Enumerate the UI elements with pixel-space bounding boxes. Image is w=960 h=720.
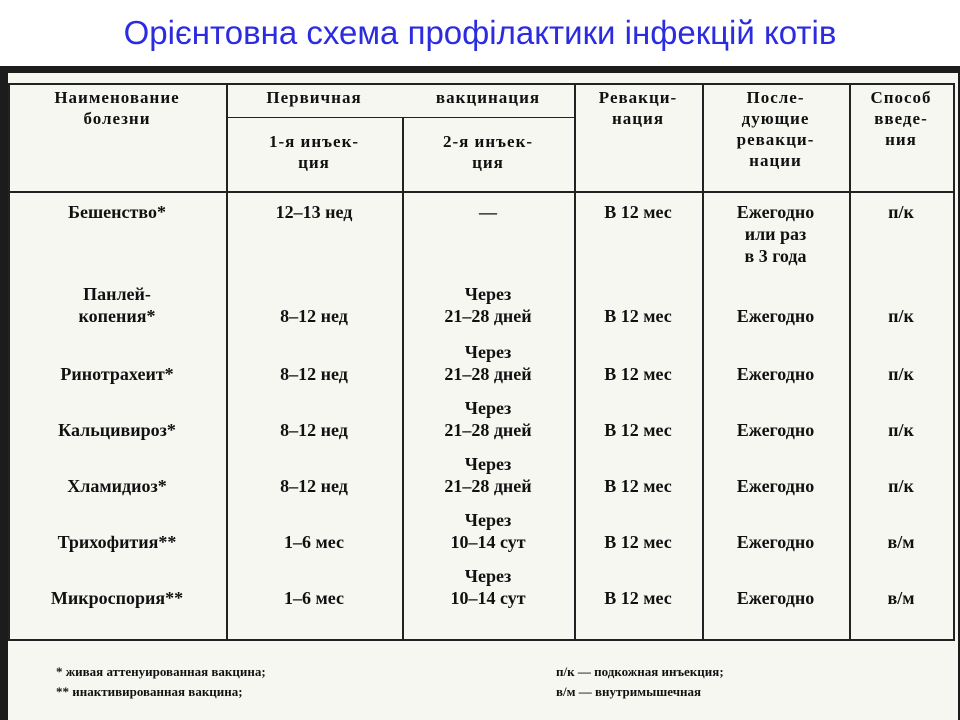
row-first-injection bbox=[226, 419, 402, 441]
row-first-injection-line: 8–12 нед bbox=[280, 306, 348, 326]
row-method-line: в/м bbox=[887, 532, 915, 552]
row-second-injection-line: Через bbox=[464, 566, 512, 586]
row-first-injection-line: 8–12 нед bbox=[280, 364, 348, 384]
row-second-injection bbox=[402, 453, 574, 497]
row-revaccination bbox=[574, 475, 702, 497]
footnote-subcutaneous: п/к — подкожная инъекция; bbox=[556, 664, 724, 679]
table-top-border bbox=[8, 83, 953, 85]
row-subsequent bbox=[702, 475, 849, 497]
row-disease bbox=[8, 363, 226, 385]
row-second-injection bbox=[402, 283, 574, 327]
header-disease-line: Наименование bbox=[54, 88, 180, 107]
row-second-injection-line: 21–28 дней bbox=[444, 420, 532, 440]
row-first-injection bbox=[226, 531, 402, 553]
row-second-injection-line: Через bbox=[464, 342, 512, 362]
row-second-injection-line: 21–28 дней bbox=[444, 476, 532, 496]
row-subsequent-line: Ежегодно bbox=[736, 202, 815, 222]
primary-vaccination-divider bbox=[226, 117, 574, 118]
row-revaccination bbox=[574, 305, 702, 327]
row-subsequent-line: или раз bbox=[744, 224, 807, 244]
row-method-line: п/к bbox=[888, 202, 914, 222]
row-method-line: в/м bbox=[887, 588, 915, 608]
row-second-injection bbox=[402, 509, 574, 553]
table-bottom-border bbox=[8, 639, 953, 641]
row-subsequent-line: Ежегодно bbox=[736, 476, 815, 496]
row-disease-line: Ринотрахеит* bbox=[60, 364, 174, 384]
row-subsequent-line: Ежегодно bbox=[736, 420, 815, 440]
row-second-injection-line: Через bbox=[464, 510, 512, 530]
header-second-injection-line: 2-я инъек- bbox=[442, 132, 534, 151]
header-subsequent-line: После- bbox=[746, 88, 805, 107]
row-second-injection-line: 21–28 дней bbox=[444, 364, 532, 384]
row-disease-line: Трихофития** bbox=[57, 532, 177, 552]
row-revaccination-line: В 12 мес bbox=[604, 532, 672, 552]
row-revaccination-line: В 12 мес bbox=[604, 306, 672, 326]
col-line-3 bbox=[574, 83, 576, 641]
header-primary-left-line: Первичная bbox=[266, 88, 362, 107]
row-method-line: п/к bbox=[888, 420, 914, 440]
header-revaccination bbox=[574, 87, 702, 129]
row-disease bbox=[8, 283, 226, 327]
row-disease bbox=[8, 419, 226, 441]
row-revaccination bbox=[574, 363, 702, 385]
row-second-injection bbox=[402, 565, 574, 609]
row-first-injection bbox=[226, 305, 402, 327]
header-method-line: введе- bbox=[874, 109, 928, 128]
row-first-injection bbox=[226, 475, 402, 497]
row-disease-line: копения* bbox=[78, 306, 156, 326]
header-subsequent bbox=[702, 87, 849, 171]
header-disease-line: болезни bbox=[83, 109, 151, 128]
header-subsequent-line: ревакци- bbox=[736, 130, 815, 149]
row-subsequent-line: Ежегодно bbox=[736, 588, 815, 608]
row-method bbox=[849, 531, 953, 553]
header-first-injection bbox=[226, 131, 402, 173]
header-revaccination-line: Ревакци- bbox=[598, 88, 678, 107]
header-first-injection-line: ция bbox=[298, 153, 330, 172]
row-method bbox=[849, 587, 953, 609]
row-revaccination-line: В 12 мес bbox=[604, 476, 672, 496]
row-revaccination-line: В 12 мес bbox=[604, 588, 672, 608]
header-second-injection bbox=[402, 131, 574, 173]
row-first-injection-line: 1–6 мес bbox=[284, 588, 344, 608]
row-second-injection-line: — bbox=[479, 202, 497, 222]
header-first-injection-line: 1-я инъек- bbox=[268, 132, 360, 151]
row-subsequent-line: Ежегодно bbox=[736, 364, 815, 384]
footnote-intramuscular: в/м — внутримышечная bbox=[556, 684, 702, 699]
table-grid bbox=[8, 73, 958, 647]
row-first-injection-line: 12–13 нед bbox=[275, 202, 353, 222]
header-primary-left bbox=[226, 87, 402, 108]
col-line-5 bbox=[849, 83, 851, 641]
row-second-injection-line: 21–28 дней bbox=[444, 306, 532, 326]
footnote-live-vaccine: * живая аттенуированная вакцина; bbox=[56, 664, 266, 679]
header-disease bbox=[8, 87, 226, 129]
row-subsequent bbox=[702, 531, 849, 553]
row-disease bbox=[8, 531, 226, 553]
row-method bbox=[849, 419, 953, 441]
header-second-injection-line: ция bbox=[472, 153, 504, 172]
row-second-injection bbox=[402, 397, 574, 441]
header-subsequent-line: дующие bbox=[741, 109, 810, 128]
row-second-injection-line: Через bbox=[464, 284, 512, 304]
row-revaccination bbox=[574, 531, 702, 553]
row-revaccination-line: В 12 мес bbox=[604, 420, 672, 440]
row-revaccination bbox=[574, 201, 702, 223]
row-subsequent-line: Ежегодно bbox=[736, 532, 815, 552]
row-second-injection-line: Через bbox=[464, 398, 512, 418]
row-second-injection-line: 10–14 сут bbox=[450, 588, 526, 608]
row-second-injection bbox=[402, 341, 574, 385]
row-method-line: п/к bbox=[888, 306, 914, 326]
row-disease bbox=[8, 587, 226, 609]
row-first-injection bbox=[226, 363, 402, 385]
col-line-0 bbox=[8, 83, 10, 641]
row-first-injection-line: 8–12 нед bbox=[280, 420, 348, 440]
row-second-injection-line: 10–14 сут bbox=[450, 532, 526, 552]
row-revaccination-line: В 12 мес bbox=[604, 202, 672, 222]
row-second-injection-line: Через bbox=[464, 454, 512, 474]
footnote-inactivated-vaccine: ** инактивированная вакцина; bbox=[56, 684, 243, 699]
vaccination-table bbox=[8, 73, 958, 720]
header-primary-right-line: вакцинация bbox=[435, 88, 541, 107]
row-disease-line: Хламидиоз* bbox=[67, 476, 167, 496]
row-disease-line: Панлей- bbox=[83, 284, 151, 304]
row-method-line: п/к bbox=[888, 364, 914, 384]
row-disease-line: Кальцивироз* bbox=[58, 420, 176, 440]
header-bottom-border bbox=[8, 191, 953, 193]
row-method bbox=[849, 201, 953, 223]
row-subsequent bbox=[702, 305, 849, 327]
header-method bbox=[849, 87, 953, 150]
row-subsequent-line: Ежегодно bbox=[736, 306, 815, 326]
row-method-line: п/к bbox=[888, 476, 914, 496]
slide-title: Орієнтовна схема профілактики інфекцій котів bbox=[123, 14, 837, 51]
row-method bbox=[849, 475, 953, 497]
row-first-injection bbox=[226, 587, 402, 609]
row-disease bbox=[8, 475, 226, 497]
row-second-injection bbox=[402, 201, 574, 223]
row-subsequent bbox=[702, 201, 849, 267]
row-method bbox=[849, 305, 953, 327]
header-subsequent-line: нации bbox=[749, 151, 802, 170]
header-method-line: ния bbox=[885, 130, 917, 149]
row-disease-line: Бешенство* bbox=[68, 202, 166, 222]
col-line-6 bbox=[953, 83, 955, 641]
row-subsequent bbox=[702, 419, 849, 441]
header-revaccination-line: нация bbox=[611, 109, 665, 128]
header-method-line: Способ bbox=[870, 88, 932, 107]
row-first-injection bbox=[226, 201, 402, 223]
header-primary-right bbox=[402, 87, 574, 108]
row-subsequent bbox=[702, 363, 849, 385]
row-disease bbox=[8, 201, 226, 223]
row-first-injection-line: 1–6 мес bbox=[284, 532, 344, 552]
row-disease-line: Микроспория** bbox=[50, 588, 184, 608]
row-subsequent bbox=[702, 587, 849, 609]
row-subsequent-line: в 3 года bbox=[744, 246, 807, 266]
row-method bbox=[849, 363, 953, 385]
row-revaccination bbox=[574, 587, 702, 609]
row-revaccination-line: В 12 мес bbox=[604, 364, 672, 384]
row-first-injection-line: 8–12 нед bbox=[280, 476, 348, 496]
row-revaccination bbox=[574, 419, 702, 441]
